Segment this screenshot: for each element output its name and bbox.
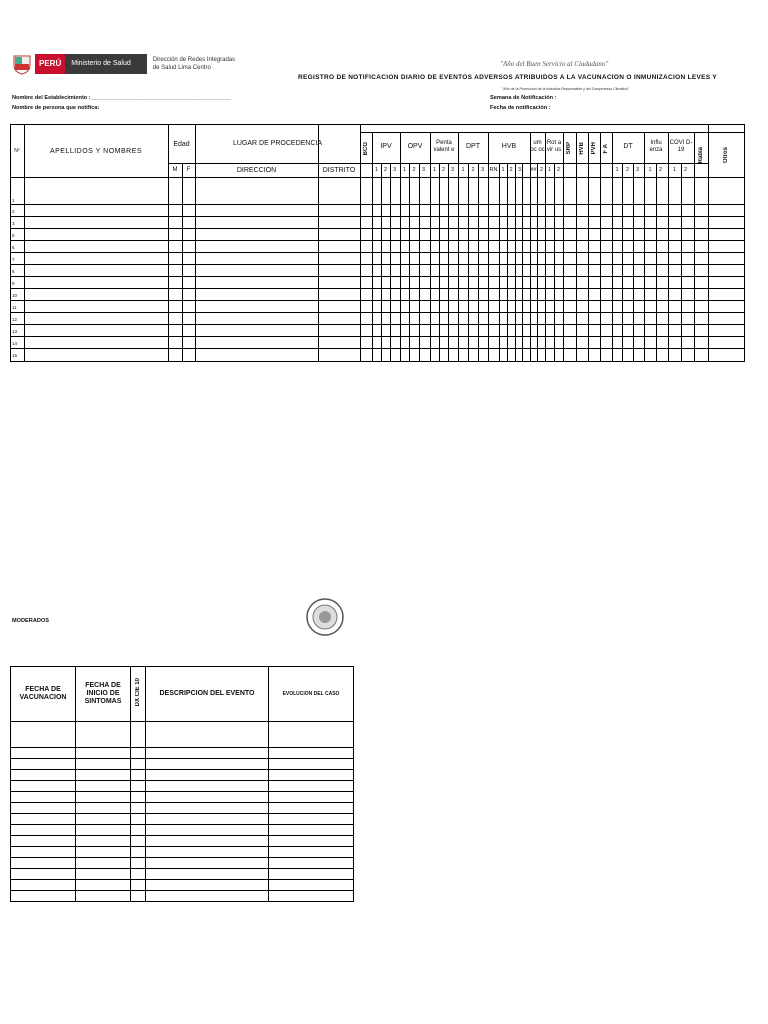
- establishment-field[interactable]: Nombre del Establecimiento :_____________________________________________: [12, 95, 231, 101]
- table-cell[interactable]: [131, 770, 146, 781]
- dose-label: 2: [683, 167, 688, 173]
- dose-label: 2: [412, 167, 416, 173]
- coat-of-arms-icon: [12, 53, 32, 75]
- notifier-field[interactable]: Nombre de persona que notifica:: [12, 105, 100, 111]
- table-cell[interactable]: [76, 858, 131, 869]
- dose-label: 1: [501, 167, 505, 173]
- table-cell[interactable]: [76, 869, 131, 880]
- col-address: DIRECCION: [236, 167, 277, 174]
- ministry-logo: [12, 52, 235, 76]
- dose-label: 2: [539, 167, 544, 173]
- table-cell[interactable]: [146, 759, 269, 770]
- dose-label: 2: [509, 167, 513, 173]
- col-district: DISTRITO: [322, 167, 356, 174]
- row-number: 2: [12, 209, 15, 214]
- col-divider: [468, 163, 469, 361]
- table-row: [11, 722, 354, 748]
- table-cell[interactable]: [269, 825, 354, 836]
- table-row: [11, 836, 354, 847]
- table-row: [11, 825, 354, 836]
- col-divider: [507, 163, 508, 361]
- logo-directorate-line1: Dirección de Redes Integradas: [152, 57, 236, 63]
- date-field[interactable]: Fecha de notificación :: [490, 105, 551, 111]
- table-cell[interactable]: [76, 770, 131, 781]
- col-divider: [600, 132, 601, 361]
- col-divider: [588, 132, 589, 361]
- table-cell[interactable]: [76, 880, 131, 891]
- table-cell[interactable]: [11, 759, 76, 770]
- dose-label: 1: [461, 167, 465, 173]
- row-number: 7: [12, 257, 15, 262]
- table-cell[interactable]: [11, 891, 76, 902]
- table-cell[interactable]: [269, 770, 354, 781]
- table-cell[interactable]: [269, 814, 354, 825]
- vaccine-bcg-label: BCG: [362, 141, 369, 156]
- vaccine-hvb-adult-label: HVB: [578, 142, 585, 155]
- col-age-f: F: [186, 167, 191, 173]
- vaccine-pvh-label: PVH: [590, 142, 597, 155]
- vaccine-hvb: HVB: [501, 142, 517, 150]
- table-cell[interactable]: [76, 781, 131, 792]
- dose-label: 2: [625, 167, 630, 173]
- row-number: 15: [12, 353, 18, 358]
- col-divider: [554, 163, 555, 361]
- table-cell[interactable]: [131, 825, 146, 836]
- table-cell[interactable]: [269, 722, 354, 748]
- week-field[interactable]: Semana de Notificación :: [490, 95, 557, 101]
- dose-label: 1: [402, 167, 407, 173]
- dose-label: 3: [392, 167, 397, 173]
- vaccine-pvh: [588, 133, 600, 164]
- vaccine-fa: [600, 133, 612, 164]
- row-number: 13: [12, 329, 18, 334]
- dose-label: 1: [432, 167, 437, 173]
- table-cell[interactable]: [131, 722, 146, 748]
- table-row: [11, 847, 354, 858]
- row-number: 10: [12, 293, 18, 298]
- table-cell[interactable]: [269, 880, 354, 891]
- table-cell[interactable]: [269, 836, 354, 847]
- dose-label: 3: [421, 167, 426, 173]
- table-cell[interactable]: [269, 858, 354, 869]
- vaccine-rabia: [694, 133, 708, 177]
- dose-label: 3: [480, 167, 485, 173]
- table-cell[interactable]: [146, 803, 269, 814]
- table-cell[interactable]: [131, 759, 146, 770]
- dose-label: 2: [556, 167, 561, 173]
- row-number: 1: [12, 198, 15, 203]
- table-cell[interactable]: [131, 836, 146, 847]
- table-cell[interactable]: [131, 748, 146, 759]
- table-cell[interactable]: [146, 891, 269, 902]
- vaccine-bcg: [360, 133, 372, 164]
- table-cell[interactable]: [269, 792, 354, 803]
- vaccine-dt: DT: [623, 142, 633, 150]
- moderate-events-body: [11, 722, 354, 902]
- vaccine-ipv: IPV: [380, 142, 392, 150]
- table-cell[interactable]: [146, 814, 269, 825]
- col-divider: [439, 163, 440, 361]
- col-origin: LUGAR DE PROCEDENCIA: [232, 139, 323, 147]
- table-cell[interactable]: [11, 836, 76, 847]
- logo-ministry: Ministerio de Salud: [65, 54, 147, 74]
- vaccine-covid: COVI D-19: [669, 140, 693, 153]
- table-row: [11, 792, 354, 803]
- row-number: 9: [12, 281, 15, 286]
- table-cell[interactable]: [146, 770, 269, 781]
- table-cell[interactable]: [76, 748, 131, 759]
- dose-label: 1: [615, 167, 619, 173]
- table-cell[interactable]: [131, 880, 146, 891]
- table-cell[interactable]: [11, 792, 76, 803]
- table-cell[interactable]: [11, 748, 76, 759]
- table-cell[interactable]: [146, 858, 269, 869]
- row-number: 11: [12, 305, 17, 310]
- vaccine-dpt: DPT: [466, 142, 480, 150]
- col-divider: [515, 163, 516, 361]
- col-divider: [656, 163, 657, 361]
- col-vaccination-date: FECHA DE VACUNACION: [11, 667, 76, 722]
- vaccine-otros-label: Otros: [722, 146, 729, 163]
- table-cell[interactable]: [146, 792, 269, 803]
- table-cell[interactable]: [76, 847, 131, 858]
- page-subtitle: "Año de la Promoción de la Industria Responsable y del Compromiso Climático": [502, 87, 630, 91]
- moderados-label: MODERADOS: [12, 618, 49, 624]
- row-number: 3: [12, 221, 15, 226]
- table-cell[interactable]: [11, 825, 76, 836]
- table-cell[interactable]: [269, 759, 354, 770]
- col-divider: [390, 163, 391, 361]
- col-divider: [419, 163, 420, 361]
- dose-label: 2: [471, 167, 475, 173]
- logo-country: PERÚ: [35, 54, 65, 74]
- table-cell[interactable]: [131, 803, 146, 814]
- table-row: [11, 759, 354, 770]
- page-title: REGISTRO DE NOTIFICACION DIARIO DE EVENTOS ADVERSOS ATRIBUIDOS A LA VACUNACION O INMUNIZACION LEVES Y: [298, 74, 718, 81]
- motto: "Año del Buen Servicio al Ciudadano": [500, 60, 609, 68]
- table-cell[interactable]: [131, 847, 146, 858]
- col-divider: [522, 163, 523, 361]
- vaccine-srp: [563, 133, 576, 164]
- vaccine-rotavirus: Rot a vir us: [546, 140, 562, 153]
- table-cell[interactable]: [131, 858, 146, 869]
- row-number: 12: [12, 317, 18, 322]
- col-description: DESCRIPCION DEL EVENTO: [146, 667, 269, 722]
- dose-label: 2: [441, 167, 446, 173]
- table-cell[interactable]: [146, 781, 269, 792]
- dose-label: 1: [374, 167, 379, 173]
- table-cell[interactable]: [11, 847, 76, 858]
- col-divider: [182, 163, 183, 361]
- table-cell[interactable]: [269, 891, 354, 902]
- table-cell[interactable]: [131, 814, 146, 825]
- logo-directorate-line2: de Salud Lima Centro: [152, 65, 211, 71]
- col-divider: [499, 163, 500, 361]
- col-age-m: M: [172, 167, 178, 173]
- vaccine-neumococo: um oc oc: [530, 140, 545, 153]
- col-evolution: EVOLUCION DEL CASO: [269, 667, 354, 722]
- table-cell[interactable]: [269, 803, 354, 814]
- col-no: Nº: [14, 148, 20, 154]
- table-cell[interactable]: [11, 858, 76, 869]
- row-number: 5: [12, 233, 15, 238]
- table-row: [11, 814, 354, 825]
- row-number: 14: [12, 341, 18, 346]
- row-number: 6: [12, 245, 15, 250]
- table-row: [11, 880, 354, 891]
- table-cell[interactable]: [131, 891, 146, 902]
- table-cell[interactable]: [269, 869, 354, 880]
- table-cell[interactable]: [146, 847, 269, 858]
- dose-label: 2: [383, 167, 388, 173]
- col-symptom-date: FECHA DE INICIO DE SINTOMAS: [76, 667, 131, 722]
- dose-label: RN: [489, 167, 498, 173]
- vaccine-influenza: Influ enza: [649, 140, 663, 153]
- table-cell[interactable]: [76, 836, 131, 847]
- table-cell[interactable]: [76, 803, 131, 814]
- table-cell[interactable]: [76, 722, 131, 748]
- table-cell[interactable]: [269, 781, 354, 792]
- col-divider: [448, 163, 449, 361]
- table-border: [744, 124, 745, 362]
- dose-label: 1: [547, 167, 552, 173]
- row-number: 8: [12, 269, 15, 274]
- col-divider: [622, 163, 623, 361]
- table-cell[interactable]: [76, 825, 131, 836]
- table-cell[interactable]: [131, 781, 146, 792]
- table-cell[interactable]: [76, 891, 131, 902]
- col-dx: [131, 667, 146, 722]
- table-row: [11, 869, 354, 880]
- table-cell[interactable]: [269, 748, 354, 759]
- vaccine-otros: [708, 133, 744, 177]
- table-row: [11, 748, 354, 759]
- table-cell[interactable]: [11, 781, 76, 792]
- col-names: APELLIDOS Y NOMBRES: [49, 148, 143, 155]
- table-cell[interactable]: [76, 814, 131, 825]
- table-header-row: [11, 667, 354, 722]
- dose-label: ##: [530, 167, 537, 173]
- vaccine-penta: Penta valent e: [433, 140, 455, 153]
- table-cell[interactable]: [11, 803, 76, 814]
- table-cell[interactable]: [11, 814, 76, 825]
- table-cell[interactable]: [11, 880, 76, 891]
- table-row: [11, 770, 354, 781]
- vaccine-rabia-label: Rabia: [697, 146, 704, 164]
- moderate-events-table: [10, 666, 354, 902]
- vaccine-fa-label: F A: [602, 143, 609, 154]
- col-divider: [681, 163, 682, 361]
- table-cell[interactable]: [11, 770, 76, 781]
- dose-label: 3: [450, 167, 455, 173]
- col-age: Edad: [173, 140, 190, 148]
- col-divider: [576, 132, 577, 361]
- table-cell[interactable]: [11, 869, 76, 880]
- table-row: [11, 858, 354, 869]
- table-cell[interactable]: [146, 748, 269, 759]
- dose-label: 3: [635, 167, 640, 173]
- col-divider: [563, 132, 564, 361]
- table-cell[interactable]: [146, 825, 269, 836]
- table-cell[interactable]: [76, 759, 131, 770]
- col-divider: [537, 163, 538, 361]
- table-cell[interactable]: [269, 847, 354, 858]
- col-divider: [633, 163, 634, 361]
- col-divider: [478, 163, 479, 361]
- col-dx-label: DX CIE 10: [135, 678, 141, 707]
- col-divider: [381, 163, 382, 361]
- dose-label: 1: [648, 167, 652, 173]
- table-cell[interactable]: [131, 869, 146, 880]
- table-cell[interactable]: [146, 836, 269, 847]
- table-row: [11, 781, 354, 792]
- vaccine-opv: OPV: [407, 142, 423, 150]
- table-cell[interactable]: [146, 880, 269, 891]
- col-divider: [409, 163, 410, 361]
- table-cell[interactable]: [76, 792, 131, 803]
- dose-label: 1: [672, 167, 677, 173]
- table-cell[interactable]: [146, 722, 269, 748]
- table-cell[interactable]: [146, 869, 269, 880]
- vaccine-hvb-adult: [576, 133, 588, 164]
- vaccine-srp-label: SRP: [566, 142, 572, 155]
- table-border: [10, 361, 744, 362]
- table-cell[interactable]: [131, 792, 146, 803]
- national-seal-icon: [305, 597, 345, 637]
- dose-label: 3: [517, 167, 522, 173]
- table-row: [11, 891, 354, 902]
- dose-label: 2: [658, 167, 663, 173]
- logo-directorate: [153, 56, 235, 72]
- table-row: [11, 803, 354, 814]
- table-cell[interactable]: [11, 722, 76, 748]
